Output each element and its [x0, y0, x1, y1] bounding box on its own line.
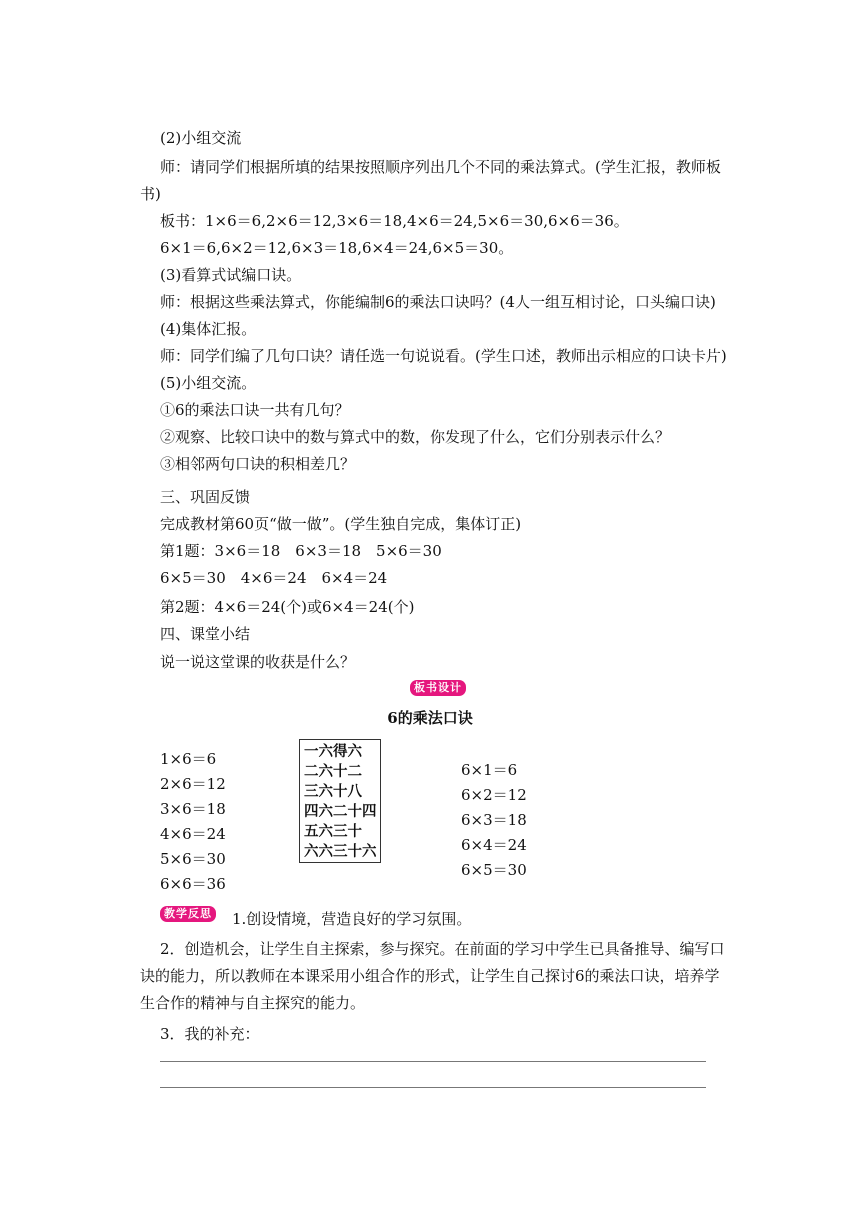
equation: 1×6＝6 — [160, 750, 217, 768]
text-line: 师：同学们编了几句口诀？请任选一句说说看。(学生口述，教师出示相应的口诀卡片) — [160, 347, 727, 365]
section-heading: 四、课堂小结 — [160, 625, 251, 643]
text-line: 第1题：3×6＝18 6×3＝18 5×6＝30 — [160, 542, 442, 560]
section-heading: 三、巩固反馈 — [160, 488, 251, 506]
text-line: 完成教材第60页“做一做”。(学生独自完成，集体订正) — [160, 515, 522, 533]
text-line: 说一说这堂课的收获是什么？ — [160, 653, 356, 671]
board-title: 6的乘法口诀 — [387, 709, 473, 727]
reflection-item-3: 3．我的补充： — [160, 1025, 260, 1043]
equation: 6×2＝12 — [461, 786, 527, 804]
text-line: ①6的乘法口诀一共有几句？ — [160, 401, 350, 419]
text-line: 第2题：4×6＝24(个)或6×4＝24(个) — [160, 598, 415, 616]
equation: 6×3＝18 — [461, 811, 527, 829]
mnemonic-box — [299, 739, 381, 863]
text-line: 书) — [140, 185, 161, 203]
text-line: 师：请同学们根据所填的结果按照顺序列出几个不同的乘法算式。(学生汇报，教师板 — [160, 158, 721, 176]
mnemonic: 二六十二 — [304, 764, 362, 780]
equation: 4×6＝24 — [160, 825, 226, 843]
equation: 2×6＝12 — [160, 775, 226, 793]
text-line: (4)集体汇报。 — [160, 320, 257, 338]
equation-column-left — [160, 747, 226, 897]
text-line: 6×1＝6,6×2＝12,6×3＝18,6×4＝24,6×5＝30。 — [160, 239, 514, 257]
blank-line — [160, 1087, 706, 1088]
mnemonic: 三六十八 — [304, 784, 362, 800]
text-line: 板书：1×6＝6,2×6＝12,3×6＝18,4×6＝24,5×6＝30,6×6＝36。 — [160, 212, 629, 230]
mnemonic: 五六三十 — [304, 824, 362, 840]
equation: 5×6＝30 — [160, 850, 226, 868]
text-line: 师：根据这些乘法算式，你能编制6的乘法口诀吗？(4人一组互相讨论，口头编口诀) — [160, 293, 716, 311]
text-line: (5)小组交流。 — [160, 374, 257, 392]
text-line: 6×5＝30 4×6＝24 6×4＝24 — [160, 569, 388, 587]
reflection-item-1: 1.创设情境，营造良好的学习氛围。 — [232, 910, 472, 928]
equation: 6×1＝6 — [461, 761, 518, 779]
mnemonic: 一六得六 — [304, 744, 362, 760]
equation: 6×4＝24 — [461, 836, 527, 854]
reflection-item-2: 2．创造机会，让学生自主探索，参与探究。在前面的学习中学生已具备推导、编写口诀的能力，所以教师在本课采用小组合作的形式，让学生自己探讨6的乘法口诀，培养学生合作的精神与自主探究的能力。 — [140, 940, 725, 1012]
text-line: ③相邻两句口诀的积相差几？ — [160, 455, 356, 473]
blank-line — [160, 1061, 706, 1062]
mnemonic: 四六二十四 — [304, 804, 377, 820]
text-line: (2)小组交流 — [160, 129, 242, 147]
teaching-reflection-tag: 教学反思 — [160, 906, 216, 922]
text-line: ②观察、比较口诀中的数与算式中的数，你发现了什么，它们分别表示什么？ — [160, 428, 671, 446]
equation-column-right — [461, 758, 527, 883]
mnemonic: 六六三十六 — [304, 844, 377, 860]
equation: 3×6＝18 — [160, 800, 226, 818]
text-line: (3)看算式试编口诀。 — [160, 266, 302, 284]
board-design-tag: 板书设计 — [410, 680, 466, 696]
equation: 6×6＝36 — [160, 875, 226, 893]
equation: 6×5＝30 — [461, 861, 527, 879]
